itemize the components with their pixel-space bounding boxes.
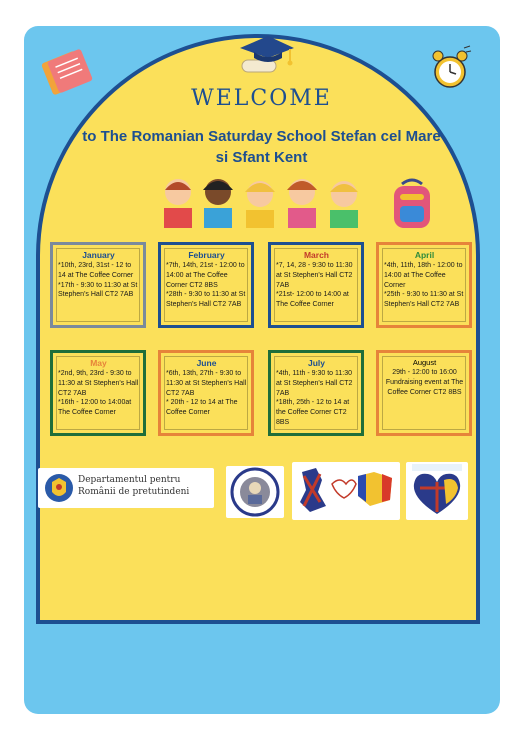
backpack-icon: [386, 176, 438, 232]
month-details: *2nd, 9th, 23rd - 9:30 to 11:30 at St Stephen's Hall CT2 7AB *16th - 12:00 to 14:00at The Coffee Corner: [58, 370, 139, 417]
dept-logo-text: Departamentul pentru Românii de pretutindeni: [78, 475, 190, 497]
dept-romanians-abroad-logo: [38, 468, 214, 508]
kent-cic-logo: [406, 462, 468, 520]
graduation-cap-icon: [232, 32, 298, 82]
month-card-march: [268, 242, 364, 328]
welcome-heading: WELCOME: [191, 86, 332, 111]
seal-icon: [226, 466, 284, 518]
uk-romania-heart-logo: [292, 462, 400, 520]
month-card-august: [376, 350, 472, 436]
page-title: to The Romanian Saturday School Stefan cel Mare si Sfant Kent: [82, 128, 441, 166]
month-card-february: [158, 242, 254, 328]
month-card-april: [376, 242, 472, 328]
month-details: *4th, 11th, 18th - 12:00 to 14:00 at The Coffee Corner *25th - 9:30 to 11:30 at St Stephen's Hall CT2 7AB: [384, 262, 464, 309]
month-card-july: [268, 350, 364, 436]
school-seal-logo: [226, 466, 284, 518]
heart-flags-icon: [406, 462, 468, 520]
month-name: July: [307, 358, 325, 368]
month-name: May: [90, 358, 107, 368]
month-details: *7, 14, 28 - 9:30 to 11:30 at St Stephen's Hall CT2 7AB *21st- 12:00 to 14:00 at The Coffee Corner: [276, 262, 353, 309]
month-card-june: [158, 350, 254, 436]
month-name: August: [412, 358, 437, 367]
month-details: *7th, 14th, 21st - 12:00 to 14:00 at The Coffee Corner CT2 8BS *28th - 9:30 to 11:30 at St Stephen's Hall CT2 7AB: [166, 262, 246, 309]
arch-panel: [36, 34, 480, 624]
coat-of-arms-icon: [44, 472, 74, 504]
month-card-may: [50, 350, 146, 436]
month-name: April: [414, 250, 435, 260]
month-card-january: [50, 242, 146, 328]
month-details: 29th - 12:00 to 16:00 Fundraising event at The Coffee Corner CT2 8BS: [385, 369, 464, 396]
month-name: March: [303, 250, 330, 260]
month-details: *4th, 11th - 9:30 to 11:30 at St Stephen's Hall CT2 7AB *18th, 25th - 12 to 14 at the Coffee Corner CT2 8BS: [276, 370, 353, 426]
uk-romania-map-icon: [292, 462, 400, 520]
month-name: February: [188, 250, 225, 260]
month-details: *10th, 23rd, 31st - 12 to 14 at The Coffee Corner *17th - 9:30 to 11:30 at St Stephen's Hall CT2 7AB: [58, 262, 138, 299]
children-reading-icon: [156, 172, 366, 234]
alarm-clock-icon: [428, 44, 472, 92]
month-name: January: [82, 250, 115, 260]
month-details: *6th, 13th, 27th - 9:30 to 11:30 at St Stephen's Hall CT2 7AB * 20th - 12 to 14 at The Coffee Corner: [166, 370, 247, 417]
month-name: June: [196, 358, 217, 368]
